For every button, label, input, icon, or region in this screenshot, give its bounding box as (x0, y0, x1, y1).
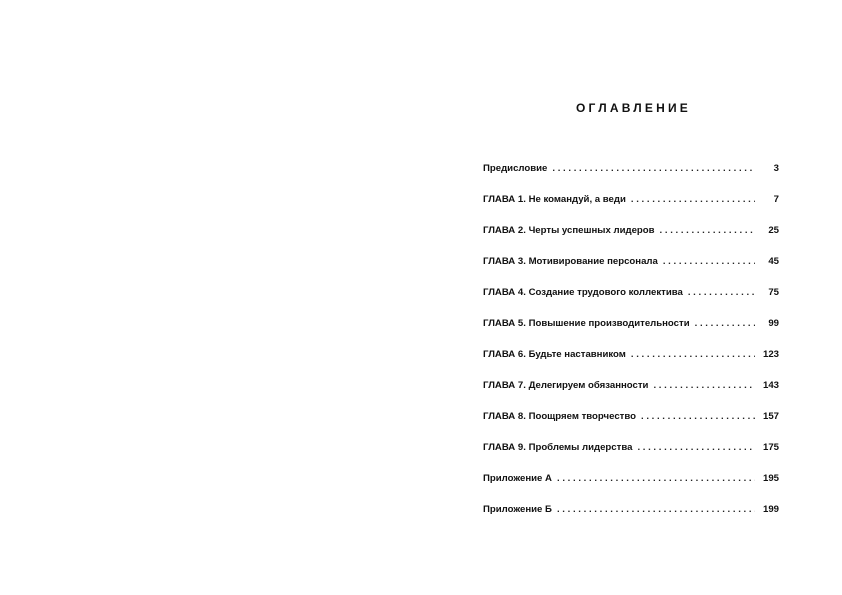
toc-dot-leader (631, 349, 755, 360)
toc-entry-chapter-2 (483, 225, 779, 256)
toc-entry-label: ГЛАВА 7. Делегируем обязанности (483, 380, 649, 391)
toc-entry-chapter-8 (483, 411, 779, 442)
toc-entry-page: 7 (773, 194, 779, 205)
toc-entry-label: ГЛАВА 4. Создание трудового коллектива (483, 287, 683, 298)
toc-entry-label: Приложение Б (483, 504, 552, 515)
toc-entry-appendix-b (483, 504, 779, 535)
toc-entry-page: 75 (768, 287, 779, 298)
toc-entry-appendix-a (483, 473, 779, 504)
toc-entry-page: 195 (762, 473, 779, 484)
toc-entry-chapter-1 (483, 194, 779, 225)
toc-entry-label: Приложение А (483, 473, 552, 484)
toc-entry-chapter-9 (483, 442, 779, 473)
toc-entry-chapter-5 (483, 318, 779, 349)
toc-entry-label: ГЛАВА 5. Повышение производительности (483, 318, 690, 329)
right-page (421, 0, 842, 595)
toc-entry-chapter-7 (483, 380, 779, 411)
toc-entry-label: ГЛАВА 9. Проблемы лидерства (483, 442, 633, 453)
toc-dot-leader (631, 194, 755, 205)
toc-entry-label: Предисловие (483, 163, 548, 174)
toc-entry-page: 25 (768, 225, 779, 236)
toc-dot-leader (653, 380, 755, 391)
toc-entry-page: 157 (762, 411, 779, 422)
toc-dot-leader (663, 256, 755, 267)
toc-entry-page: 45 (768, 256, 779, 267)
toc-entry-label: ГЛАВА 3. Мотивирование персонала (483, 256, 658, 267)
toc-entry-page: 123 (762, 349, 779, 360)
toc-entry-label: ГЛАВА 1. Не командуй, а веди (483, 194, 626, 205)
toc-entry-chapter-3 (483, 256, 779, 287)
toc-dot-leader (557, 504, 755, 515)
toc-title: ОГЛАВЛЕНИЕ (576, 101, 692, 115)
toc-entry-page: 99 (768, 318, 779, 329)
toc-entry-label: ГЛАВА 8. Поощряем творчество (483, 411, 636, 422)
toc-dot-leader (637, 442, 755, 453)
toc-dot-leader (688, 287, 755, 298)
toc-entry-chapter-4 (483, 287, 779, 318)
toc-dot-leader (660, 225, 755, 236)
toc-entry-page: 3 (773, 163, 779, 174)
toc-dot-leader (552, 163, 755, 174)
toc-entry-chapter-6 (483, 349, 779, 380)
toc-dot-leader (557, 473, 755, 484)
toc-list (483, 163, 779, 535)
toc-entry-preface (483, 163, 779, 194)
toc-entry-page: 143 (762, 380, 779, 391)
toc-entry-label: ГЛАВА 6. Будьте наставником (483, 349, 626, 360)
toc-dot-leader (641, 411, 755, 422)
toc-dot-leader (695, 318, 755, 329)
toc-entry-label: ГЛАВА 2. Черты успешных лидеров (483, 225, 655, 236)
toc-entry-page: 199 (762, 504, 779, 515)
toc-entry-page: 175 (762, 442, 779, 453)
